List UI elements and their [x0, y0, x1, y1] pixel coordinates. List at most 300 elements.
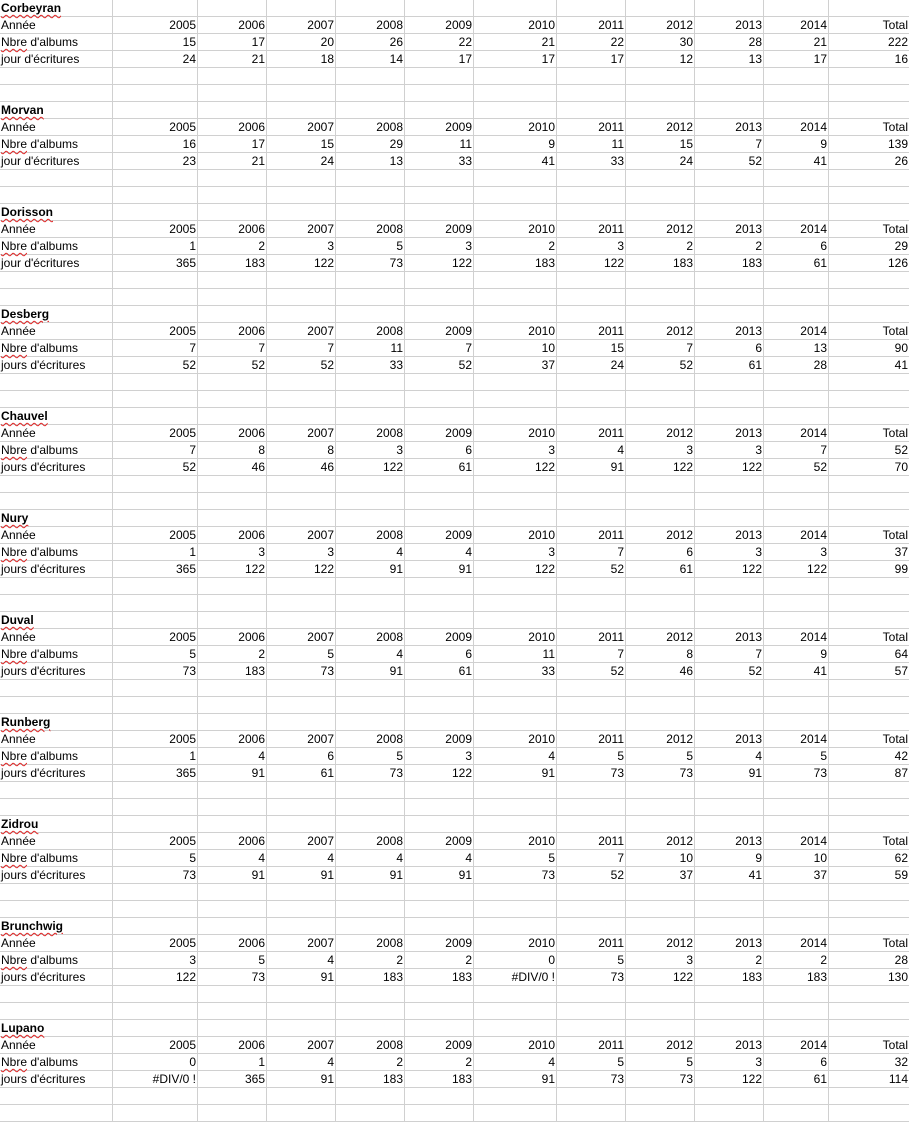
- empty-cell[interactable]: [336, 374, 405, 391]
- empty-cell[interactable]: [695, 408, 764, 425]
- year-cell[interactable]: 2014: [764, 527, 829, 544]
- empty-cell[interactable]: [474, 68, 557, 85]
- empty-cell[interactable]: [474, 714, 557, 731]
- empty-cell[interactable]: [557, 289, 626, 306]
- albums-cell[interactable]: 1: [113, 748, 198, 765]
- albums-cell[interactable]: 9: [764, 646, 829, 663]
- empty-cell[interactable]: [829, 102, 909, 119]
- empty-cell[interactable]: [626, 697, 695, 714]
- days-cell[interactable]: 52: [113, 357, 198, 374]
- year-cell[interactable]: 2007: [267, 629, 336, 646]
- empty-cell[interactable]: [0, 697, 113, 714]
- days-cell[interactable]: 122: [474, 561, 557, 578]
- empty-cell[interactable]: [405, 799, 474, 816]
- empty-cell[interactable]: [557, 85, 626, 102]
- empty-cell[interactable]: [267, 799, 336, 816]
- year-cell[interactable]: 2009: [405, 1037, 474, 1054]
- year-cell[interactable]: 2014: [764, 833, 829, 850]
- empty-cell[interactable]: [336, 884, 405, 901]
- days-cell[interactable]: 73: [557, 969, 626, 986]
- days-cell[interactable]: 52: [557, 867, 626, 884]
- albums-cell[interactable]: 4: [336, 850, 405, 867]
- days-cell[interactable]: 61: [764, 1071, 829, 1088]
- author-name-cell[interactable]: [0, 1020, 113, 1037]
- empty-cell[interactable]: [0, 170, 113, 187]
- year-cell[interactable]: 2008: [336, 17, 405, 34]
- empty-cell[interactable]: [0, 799, 113, 816]
- empty-cell[interactable]: [557, 986, 626, 1003]
- empty-cell[interactable]: [113, 1020, 198, 1037]
- empty-cell[interactable]: [113, 901, 198, 918]
- albums-cell[interactable]: 10: [474, 340, 557, 357]
- empty-cell[interactable]: [764, 816, 829, 833]
- year-cell[interactable]: 2012: [626, 629, 695, 646]
- empty-cell[interactable]: [198, 714, 267, 731]
- days-cell[interactable]: 73: [336, 255, 405, 272]
- year-cell[interactable]: 2008: [336, 527, 405, 544]
- albums-cell[interactable]: 7: [557, 544, 626, 561]
- days-label-cell[interactable]: jour d'écritures: [0, 51, 113, 68]
- year-cell[interactable]: 2007: [267, 119, 336, 136]
- albums-label-cell[interactable]: [0, 442, 113, 459]
- albums-cell[interactable]: 5: [267, 646, 336, 663]
- albums-label-cell[interactable]: [0, 952, 113, 969]
- empty-cell[interactable]: [0, 578, 113, 595]
- empty-cell[interactable]: [474, 204, 557, 221]
- days-cell[interactable]: 122: [267, 561, 336, 578]
- empty-cell[interactable]: [267, 289, 336, 306]
- days-cell[interactable]: 52: [113, 459, 198, 476]
- empty-cell[interactable]: [695, 918, 764, 935]
- days-label-cell[interactable]: jours d'écritures: [0, 969, 113, 986]
- empty-cell[interactable]: [557, 799, 626, 816]
- empty-cell[interactable]: [626, 493, 695, 510]
- albums-cell[interactable]: 10: [764, 850, 829, 867]
- days-cell[interactable]: 46: [626, 663, 695, 680]
- albums-cell[interactable]: 30: [626, 34, 695, 51]
- empty-cell[interactable]: [764, 493, 829, 510]
- albums-cell[interactable]: 3: [405, 748, 474, 765]
- empty-cell[interactable]: [267, 85, 336, 102]
- empty-cell[interactable]: [557, 204, 626, 221]
- empty-cell[interactable]: [267, 0, 336, 17]
- empty-cell[interactable]: [474, 799, 557, 816]
- empty-cell[interactable]: [336, 204, 405, 221]
- year-cell[interactable]: 2012: [626, 833, 695, 850]
- empty-cell[interactable]: [405, 204, 474, 221]
- empty-cell[interactable]: [557, 187, 626, 204]
- empty-cell[interactable]: [113, 510, 198, 527]
- days-cell[interactable]: 61: [695, 357, 764, 374]
- year-label-cell[interactable]: Année: [0, 1037, 113, 1054]
- year-cell[interactable]: 2008: [336, 119, 405, 136]
- year-cell[interactable]: 2008: [336, 935, 405, 952]
- empty-cell[interactable]: [764, 68, 829, 85]
- days-label-cell[interactable]: jours d'écritures: [0, 357, 113, 374]
- empty-cell[interactable]: [198, 782, 267, 799]
- year-cell[interactable]: 2006: [198, 527, 267, 544]
- empty-cell[interactable]: [626, 476, 695, 493]
- days-cell[interactable]: 73: [336, 765, 405, 782]
- year-cell[interactable]: 2005: [113, 629, 198, 646]
- days-cell[interactable]: 91: [198, 867, 267, 884]
- empty-cell[interactable]: [267, 391, 336, 408]
- year-cell[interactable]: 2014: [764, 323, 829, 340]
- empty-cell[interactable]: [829, 1020, 909, 1037]
- year-cell[interactable]: 2005: [113, 1037, 198, 1054]
- empty-cell[interactable]: [336, 1003, 405, 1020]
- year-cell[interactable]: 2010: [474, 425, 557, 442]
- empty-cell[interactable]: [336, 289, 405, 306]
- empty-cell[interactable]: [695, 493, 764, 510]
- days-cell[interactable]: 41: [474, 153, 557, 170]
- days-cell[interactable]: 57: [829, 663, 909, 680]
- empty-cell[interactable]: [474, 884, 557, 901]
- year-cell[interactable]: Total: [829, 119, 909, 136]
- empty-cell[interactable]: [829, 187, 909, 204]
- empty-cell[interactable]: [829, 272, 909, 289]
- author-name-cell[interactable]: [0, 816, 113, 833]
- albums-cell[interactable]: 2: [336, 952, 405, 969]
- year-cell[interactable]: 2009: [405, 323, 474, 340]
- days-cell[interactable]: 73: [626, 765, 695, 782]
- year-cell[interactable]: 2008: [336, 323, 405, 340]
- empty-cell[interactable]: [0, 1105, 113, 1122]
- empty-cell[interactable]: [113, 986, 198, 1003]
- empty-cell[interactable]: [474, 289, 557, 306]
- empty-cell[interactable]: [474, 391, 557, 408]
- albums-cell[interactable]: 4: [336, 646, 405, 663]
- year-cell[interactable]: 2014: [764, 221, 829, 238]
- albums-cell[interactable]: 37: [829, 544, 909, 561]
- empty-cell[interactable]: [0, 476, 113, 493]
- year-cell[interactable]: 2012: [626, 323, 695, 340]
- year-cell[interactable]: 2009: [405, 629, 474, 646]
- days-cell[interactable]: 183: [474, 255, 557, 272]
- empty-cell[interactable]: [829, 799, 909, 816]
- empty-cell[interactable]: [764, 578, 829, 595]
- year-cell[interactable]: 2014: [764, 629, 829, 646]
- days-cell[interactable]: 183: [336, 969, 405, 986]
- days-cell[interactable]: 70: [829, 459, 909, 476]
- empty-cell[interactable]: [0, 493, 113, 510]
- empty-cell[interactable]: [405, 612, 474, 629]
- empty-cell[interactable]: [336, 680, 405, 697]
- year-cell[interactable]: Total: [829, 629, 909, 646]
- empty-cell[interactable]: [267, 918, 336, 935]
- days-cell[interactable]: 91: [336, 663, 405, 680]
- empty-cell[interactable]: [695, 1105, 764, 1122]
- empty-cell[interactable]: [626, 884, 695, 901]
- empty-cell[interactable]: [336, 816, 405, 833]
- empty-cell[interactable]: [764, 782, 829, 799]
- empty-cell[interactable]: [336, 272, 405, 289]
- days-cell[interactable]: 17: [405, 51, 474, 68]
- albums-cell[interactable]: 5: [764, 748, 829, 765]
- empty-cell[interactable]: [695, 595, 764, 612]
- empty-cell[interactable]: [764, 918, 829, 935]
- empty-cell[interactable]: [626, 1020, 695, 1037]
- days-cell[interactable]: 365: [113, 561, 198, 578]
- empty-cell[interactable]: [113, 476, 198, 493]
- year-cell[interactable]: 2007: [267, 1037, 336, 1054]
- empty-cell[interactable]: [405, 510, 474, 527]
- albums-label-cell[interactable]: [0, 1054, 113, 1071]
- albums-cell[interactable]: 5: [474, 850, 557, 867]
- days-cell[interactable]: #DIV/0 !: [113, 1071, 198, 1088]
- empty-cell[interactable]: [695, 697, 764, 714]
- empty-cell[interactable]: [764, 799, 829, 816]
- albums-cell[interactable]: 20: [267, 34, 336, 51]
- days-cell[interactable]: 122: [695, 561, 764, 578]
- empty-cell[interactable]: [0, 884, 113, 901]
- empty-cell[interactable]: [557, 306, 626, 323]
- empty-cell[interactable]: [557, 272, 626, 289]
- empty-cell[interactable]: [336, 510, 405, 527]
- empty-cell[interactable]: [557, 697, 626, 714]
- empty-cell[interactable]: [474, 374, 557, 391]
- empty-cell[interactable]: [0, 1088, 113, 1105]
- empty-cell[interactable]: [267, 170, 336, 187]
- empty-cell[interactable]: [113, 697, 198, 714]
- year-cell[interactable]: 2009: [405, 731, 474, 748]
- albums-cell[interactable]: 3: [764, 544, 829, 561]
- empty-cell[interactable]: [336, 68, 405, 85]
- albums-cell[interactable]: 4: [695, 748, 764, 765]
- albums-cell[interactable]: 4: [267, 1054, 336, 1071]
- days-cell[interactable]: 17: [764, 51, 829, 68]
- author-name-cell[interactable]: [0, 918, 113, 935]
- days-cell[interactable]: 183: [695, 969, 764, 986]
- days-cell[interactable]: 46: [198, 459, 267, 476]
- albums-cell[interactable]: 5: [557, 952, 626, 969]
- year-cell[interactable]: 2014: [764, 935, 829, 952]
- empty-cell[interactable]: [474, 102, 557, 119]
- days-cell[interactable]: 41: [764, 153, 829, 170]
- year-cell[interactable]: 2010: [474, 935, 557, 952]
- days-cell[interactable]: 12: [626, 51, 695, 68]
- days-cell[interactable]: 23: [113, 153, 198, 170]
- albums-cell[interactable]: 6: [764, 1054, 829, 1071]
- empty-cell[interactable]: [405, 714, 474, 731]
- days-cell[interactable]: 73: [764, 765, 829, 782]
- days-cell[interactable]: 73: [626, 1071, 695, 1088]
- empty-cell[interactable]: [557, 1020, 626, 1037]
- empty-cell[interactable]: [626, 595, 695, 612]
- albums-cell[interactable]: 7: [113, 340, 198, 357]
- albums-cell[interactable]: 10: [626, 850, 695, 867]
- albums-label-cell[interactable]: [0, 340, 113, 357]
- empty-cell[interactable]: [557, 901, 626, 918]
- days-cell[interactable]: 91: [198, 765, 267, 782]
- empty-cell[interactable]: [626, 391, 695, 408]
- days-cell[interactable]: 183: [695, 255, 764, 272]
- albums-cell[interactable]: 11: [405, 136, 474, 153]
- days-cell[interactable]: 61: [267, 765, 336, 782]
- year-cell[interactable]: Total: [829, 527, 909, 544]
- days-cell[interactable]: 73: [113, 867, 198, 884]
- empty-cell[interactable]: [113, 1003, 198, 1020]
- albums-cell[interactable]: 4: [405, 850, 474, 867]
- year-cell[interactable]: 2005: [113, 527, 198, 544]
- empty-cell[interactable]: [764, 85, 829, 102]
- empty-cell[interactable]: [829, 510, 909, 527]
- empty-cell[interactable]: [764, 986, 829, 1003]
- year-cell[interactable]: 2006: [198, 221, 267, 238]
- empty-cell[interactable]: [474, 612, 557, 629]
- empty-cell[interactable]: [474, 578, 557, 595]
- empty-cell[interactable]: [764, 391, 829, 408]
- empty-cell[interactable]: [267, 102, 336, 119]
- empty-cell[interactable]: [198, 595, 267, 612]
- empty-cell[interactable]: [336, 102, 405, 119]
- days-cell[interactable]: 17: [474, 51, 557, 68]
- empty-cell[interactable]: [474, 493, 557, 510]
- albums-cell[interactable]: 9: [695, 850, 764, 867]
- author-name-cell[interactable]: [0, 612, 113, 629]
- empty-cell[interactable]: [198, 493, 267, 510]
- albums-cell[interactable]: 8: [267, 442, 336, 459]
- year-cell[interactable]: 2013: [695, 119, 764, 136]
- empty-cell[interactable]: [405, 408, 474, 425]
- empty-cell[interactable]: [829, 170, 909, 187]
- year-cell[interactable]: 2006: [198, 731, 267, 748]
- empty-cell[interactable]: [474, 187, 557, 204]
- year-cell[interactable]: 2012: [626, 119, 695, 136]
- empty-cell[interactable]: [336, 714, 405, 731]
- empty-cell[interactable]: [764, 272, 829, 289]
- empty-cell[interactable]: [695, 102, 764, 119]
- empty-cell[interactable]: [198, 1020, 267, 1037]
- days-cell[interactable]: 37: [474, 357, 557, 374]
- year-label-cell[interactable]: Année: [0, 527, 113, 544]
- empty-cell[interactable]: [336, 918, 405, 935]
- empty-cell[interactable]: [764, 697, 829, 714]
- albums-cell[interactable]: 5: [626, 1054, 695, 1071]
- days-cell[interactable]: 21: [198, 153, 267, 170]
- empty-cell[interactable]: [405, 918, 474, 935]
- empty-cell[interactable]: [267, 374, 336, 391]
- empty-cell[interactable]: [626, 68, 695, 85]
- empty-cell[interactable]: [405, 170, 474, 187]
- year-cell[interactable]: 2007: [267, 221, 336, 238]
- year-cell[interactable]: 2013: [695, 323, 764, 340]
- year-cell[interactable]: 2008: [336, 425, 405, 442]
- empty-cell[interactable]: [829, 714, 909, 731]
- albums-cell[interactable]: 11: [336, 340, 405, 357]
- year-cell[interactable]: 2013: [695, 833, 764, 850]
- empty-cell[interactable]: [113, 289, 198, 306]
- empty-cell[interactable]: [695, 799, 764, 816]
- year-cell[interactable]: 2010: [474, 323, 557, 340]
- empty-cell[interactable]: [198, 272, 267, 289]
- empty-cell[interactable]: [626, 289, 695, 306]
- empty-cell[interactable]: [474, 476, 557, 493]
- albums-cell[interactable]: 22: [405, 34, 474, 51]
- empty-cell[interactable]: [198, 374, 267, 391]
- albums-cell[interactable]: 2: [405, 1054, 474, 1071]
- empty-cell[interactable]: [198, 1088, 267, 1105]
- albums-cell[interactable]: 1: [113, 238, 198, 255]
- empty-cell[interactable]: [198, 408, 267, 425]
- empty-cell[interactable]: [695, 816, 764, 833]
- days-cell[interactable]: 52: [198, 357, 267, 374]
- days-cell[interactable]: 37: [626, 867, 695, 884]
- albums-cell[interactable]: 3: [695, 442, 764, 459]
- year-cell[interactable]: 2009: [405, 935, 474, 952]
- year-cell[interactable]: 2013: [695, 425, 764, 442]
- empty-cell[interactable]: [113, 68, 198, 85]
- year-label-cell[interactable]: Année: [0, 119, 113, 136]
- albums-cell[interactable]: 2: [198, 646, 267, 663]
- empty-cell[interactable]: [405, 102, 474, 119]
- days-cell[interactable]: 13: [336, 153, 405, 170]
- albums-cell[interactable]: 3: [695, 1054, 764, 1071]
- empty-cell[interactable]: [829, 986, 909, 1003]
- days-label-cell[interactable]: jours d'écritures: [0, 1071, 113, 1088]
- empty-cell[interactable]: [626, 102, 695, 119]
- albums-cell[interactable]: 4: [267, 952, 336, 969]
- empty-cell[interactable]: [474, 680, 557, 697]
- empty-cell[interactable]: [829, 901, 909, 918]
- year-cell[interactable]: 2013: [695, 17, 764, 34]
- year-cell[interactable]: 2008: [336, 629, 405, 646]
- albums-cell[interactable]: 21: [764, 34, 829, 51]
- empty-cell[interactable]: [695, 374, 764, 391]
- days-cell[interactable]: 61: [405, 663, 474, 680]
- year-cell[interactable]: 2007: [267, 425, 336, 442]
- year-cell[interactable]: 2006: [198, 1037, 267, 1054]
- empty-cell[interactable]: [829, 612, 909, 629]
- empty-cell[interactable]: [405, 493, 474, 510]
- days-cell[interactable]: 61: [764, 255, 829, 272]
- empty-cell[interactable]: [829, 884, 909, 901]
- year-cell[interactable]: 2007: [267, 935, 336, 952]
- days-cell[interactable]: 26: [829, 153, 909, 170]
- empty-cell[interactable]: [113, 204, 198, 221]
- days-label-cell[interactable]: jours d'écritures: [0, 867, 113, 884]
- year-cell[interactable]: 2011: [557, 1037, 626, 1054]
- albums-cell[interactable]: 64: [829, 646, 909, 663]
- year-cell[interactable]: 2005: [113, 119, 198, 136]
- empty-cell[interactable]: [198, 986, 267, 1003]
- days-cell[interactable]: 183: [764, 969, 829, 986]
- days-cell[interactable]: 37: [764, 867, 829, 884]
- empty-cell[interactable]: [474, 816, 557, 833]
- empty-cell[interactable]: [474, 306, 557, 323]
- days-cell[interactable]: 24: [557, 357, 626, 374]
- empty-cell[interactable]: [267, 986, 336, 1003]
- empty-cell[interactable]: [474, 901, 557, 918]
- albums-cell[interactable]: 5: [336, 238, 405, 255]
- empty-cell[interactable]: [764, 102, 829, 119]
- days-cell[interactable]: 24: [267, 153, 336, 170]
- days-cell[interactable]: 122: [764, 561, 829, 578]
- empty-cell[interactable]: [267, 1088, 336, 1105]
- empty-cell[interactable]: [474, 1003, 557, 1020]
- days-label-cell[interactable]: jour d'écritures: [0, 255, 113, 272]
- empty-cell[interactable]: [474, 1105, 557, 1122]
- empty-cell[interactable]: [764, 595, 829, 612]
- empty-cell[interactable]: [267, 408, 336, 425]
- empty-cell[interactable]: [626, 85, 695, 102]
- empty-cell[interactable]: [405, 986, 474, 1003]
- year-label-cell[interactable]: Année: [0, 833, 113, 850]
- days-cell[interactable]: 73: [198, 969, 267, 986]
- days-cell[interactable]: 183: [336, 1071, 405, 1088]
- albums-cell[interactable]: 2: [336, 1054, 405, 1071]
- empty-cell[interactable]: [0, 391, 113, 408]
